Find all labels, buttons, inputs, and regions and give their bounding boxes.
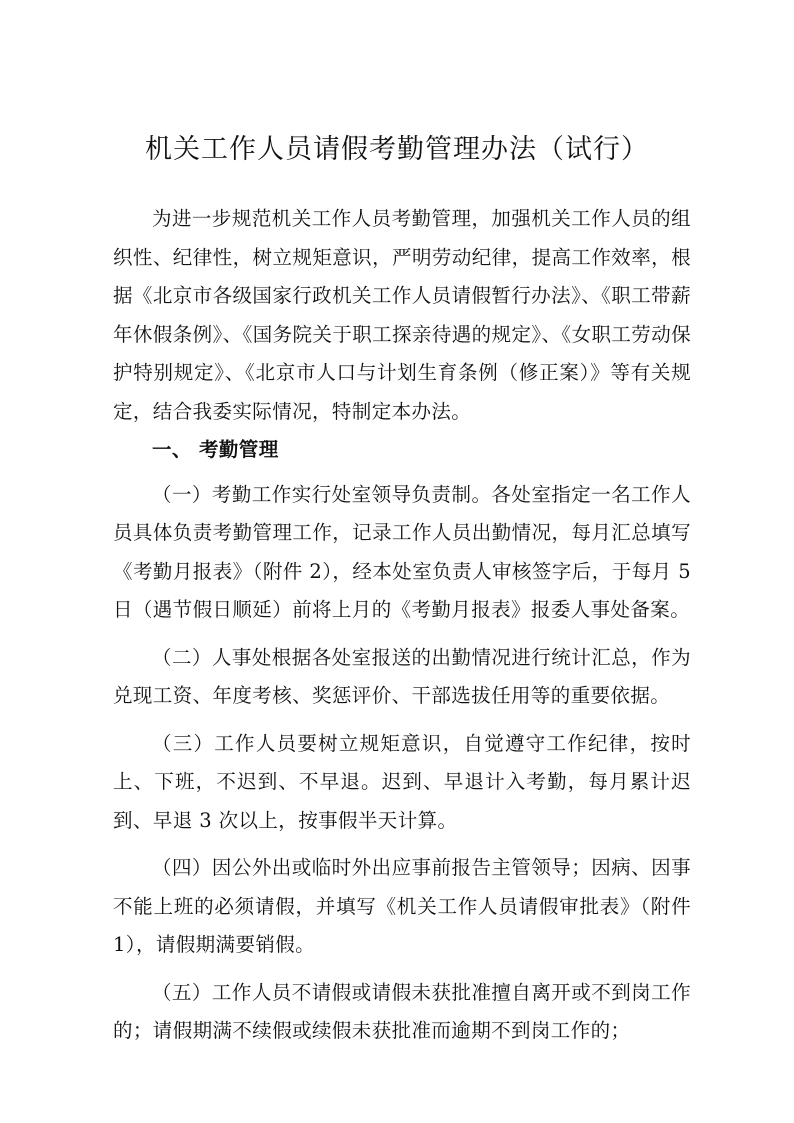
clause-4: （四）因公外出或临时外出应事前报告主管领导；因病、因事不能上班的必须请假，并填写《机关工作人员请假审批表》（附件 1），请假期满要销假。 bbox=[113, 856, 691, 956]
document-body bbox=[113, 200, 691, 1060]
clause-2: （二）人事处根据各处室报送的出勤情况进行统计汇总，作为兑现工资、年度考核、奖惩评价、干部选拔任用等的重要依据。 bbox=[113, 645, 691, 707]
clause-1: （一）考勤工作实行处室领导负责制。各处室指定一名工作人员具体负责考勤管理工作，记录工作人员出勤情况，每月汇总填写《考勤月报表》（附件 2），经本处室负责人审核签字后，于每月 5 日（遇节假日顺延）前将上月的《考勤月报表》报委人事处备案。 bbox=[113, 482, 691, 621]
clause-3: （三）工作人员要树立规矩意识，自觉遵守工作纪律，按时上、下班，不迟到、不早退。迟到、早退计入考勤，每月累计迟到、早退 3 次以上，按事假半天计算。 bbox=[113, 731, 691, 832]
clause-5: （五）工作人员不请假或请假未获批准擅自离开或不到岗工作的；请假期满不续假或续假未获批准而逾期不到岗工作的； bbox=[113, 980, 691, 1042]
section-heading: 一、 考勤管理 bbox=[152, 438, 279, 461]
document-title: 机关工作人员请假考勤管理办法（试行） bbox=[145, 134, 649, 165]
intro-paragraph: 为进一步规范机关工作人员考勤管理，加强机关工作人员的组织性、纪律性，树立规矩意识，严明劳动纪律，提高工作效率，根据《北京市各级国家行政机关工作人员请假暂行办法》、《职工带薪年休假条例》、《国务院关于职工探亲待遇的规定》、《女职工劳动保护特别规定》、《北京市人口与计划生育条例（修正案）》等有关规定，结合我委实际情况，特制定本办法。 bbox=[113, 207, 691, 423]
